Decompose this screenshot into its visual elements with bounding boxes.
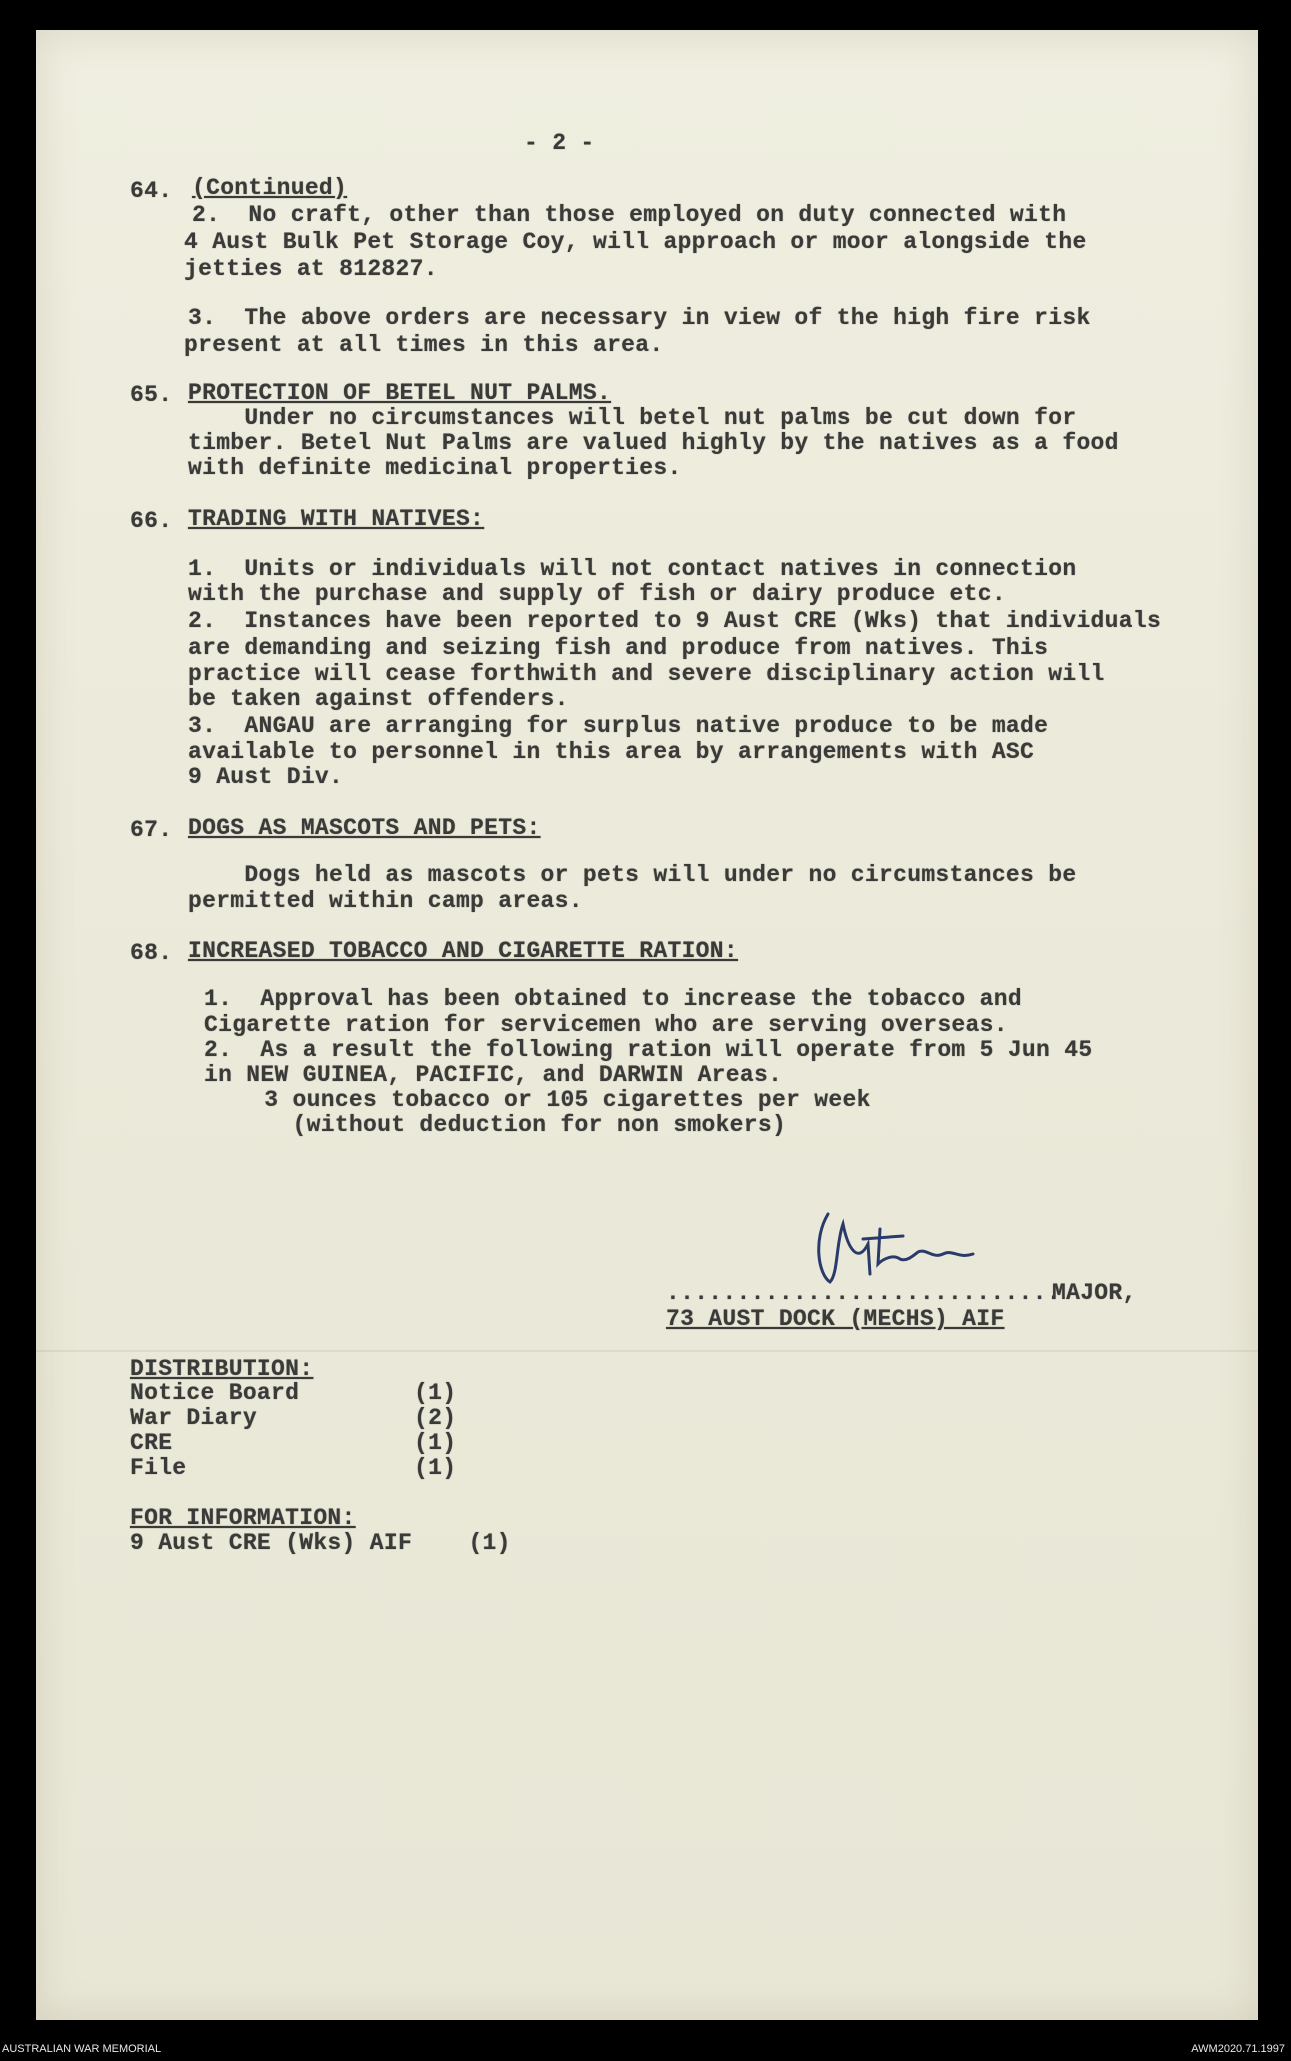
para-68-line: (without deduction for non smokers) xyxy=(222,1112,787,1138)
para-64-line: 2. No craft, other than those employed on duty connected with xyxy=(192,202,1067,228)
signature-dots: ............................ xyxy=(666,1280,1061,1306)
para-64-line: present at all times in this area. xyxy=(184,332,664,358)
para-68-heading: INCREASED TOBACCO AND CIGARETTE RATION: xyxy=(188,938,738,964)
distribution-item-count: (1) xyxy=(414,1430,457,1456)
information-line: 9 Aust CRE (Wks) AIF (1) xyxy=(130,1530,511,1556)
para-67-line: permitted within camp areas. xyxy=(188,888,583,914)
signature-rank: MAJOR, xyxy=(1052,1280,1137,1306)
para-67-heading: DOGS AS MASCOTS AND PETS: xyxy=(188,815,541,841)
para-66-heading: TRADING WITH NATIVES: xyxy=(188,506,485,532)
para-66-line: 3. ANGAU are arranging for surplus native produce to be made xyxy=(188,713,1049,739)
para-68-number: 68. xyxy=(130,940,173,966)
para-68-line: 3 ounces tobacco or 105 cigarettes per week xyxy=(222,1087,871,1113)
information-heading: FOR INFORMATION: xyxy=(130,1505,356,1531)
para-64-line: 4 Aust Bulk Pet Storage Coy, will approach or moor alongside the xyxy=(184,229,1087,255)
para-65-line: timber. Betel Nut Palms are valued highly by the natives as a food xyxy=(188,430,1119,456)
para-66-line: are demanding and seizing fish and produce from natives. This xyxy=(188,635,1049,661)
para-65-line: with definite medicinal properties. xyxy=(188,455,682,481)
para-65-heading: PROTECTION OF BETEL NUT PALMS. xyxy=(188,380,612,406)
para-66-line: 9 Aust Div. xyxy=(188,764,344,790)
signature-unit: 73 AUST DOCK (MECHS) AIF xyxy=(666,1306,1005,1332)
para-66-line: available to personnel in this area by arrangements with ASC xyxy=(188,739,1035,765)
distribution-item-count: (1) xyxy=(414,1380,457,1406)
distribution-item-name: War Diary xyxy=(130,1405,257,1431)
para-68-line: 2. As a result the following ration will operate from 5 Jun 45 xyxy=(204,1037,1093,1063)
para-64-line: 3. The above orders are necessary in view of the high fire risk xyxy=(188,305,1091,331)
para-65-number: 65. xyxy=(130,382,173,408)
para-68-line: in NEW GUINEA, PACIFIC, and DARWIN Areas. xyxy=(204,1062,783,1088)
distribution-heading: DISTRIBUTION: xyxy=(130,1356,314,1382)
para-68-line: 1. Approval has been obtained to increase the tobacco and xyxy=(204,986,1022,1012)
paper-fold xyxy=(36,1350,1258,1352)
para-64-heading: (Continued) xyxy=(192,175,348,201)
distribution-item-name: File xyxy=(130,1455,187,1481)
para-66-line: be taken against offenders. xyxy=(188,686,569,712)
distribution-item-name: CRE xyxy=(130,1430,173,1456)
para-66-line: 1. Units or individuals will not contact natives in connection xyxy=(188,556,1077,582)
para-68-line: Cigarette ration for servicemen who are serving overseas. xyxy=(204,1012,1008,1038)
para-66-line: practice will cease forthwith and severe disciplinary action will xyxy=(188,661,1105,687)
para-67-line: Dogs held as mascots or pets will under no circumstances be xyxy=(188,862,1077,888)
para-66-line: with the purchase and supply of fish or dairy produce etc. xyxy=(188,581,1006,607)
para-64-line: jetties at 812827. xyxy=(184,256,438,282)
para-66-line: 2. Instances have been reported to 9 Aust CRE (Wks) that individuals xyxy=(188,608,1162,634)
footer-credit: AUSTRALIAN WAR MEMORIAL xyxy=(2,2043,162,2055)
page-number: - 2 - xyxy=(524,130,595,156)
para-67-number: 67. xyxy=(130,817,173,843)
distribution-item-count: (1) xyxy=(414,1455,457,1481)
footer-accession-number: AWM2020.71.1997 xyxy=(1191,2043,1285,2055)
distribution-item-name: Notice Board xyxy=(130,1380,300,1406)
para-65-line: Under no circumstances will betel nut palms be cut down for xyxy=(188,405,1077,431)
para-66-number: 66. xyxy=(130,508,173,534)
distribution-item-count: (2) xyxy=(414,1405,457,1431)
para-64-number: 64. xyxy=(130,178,173,204)
